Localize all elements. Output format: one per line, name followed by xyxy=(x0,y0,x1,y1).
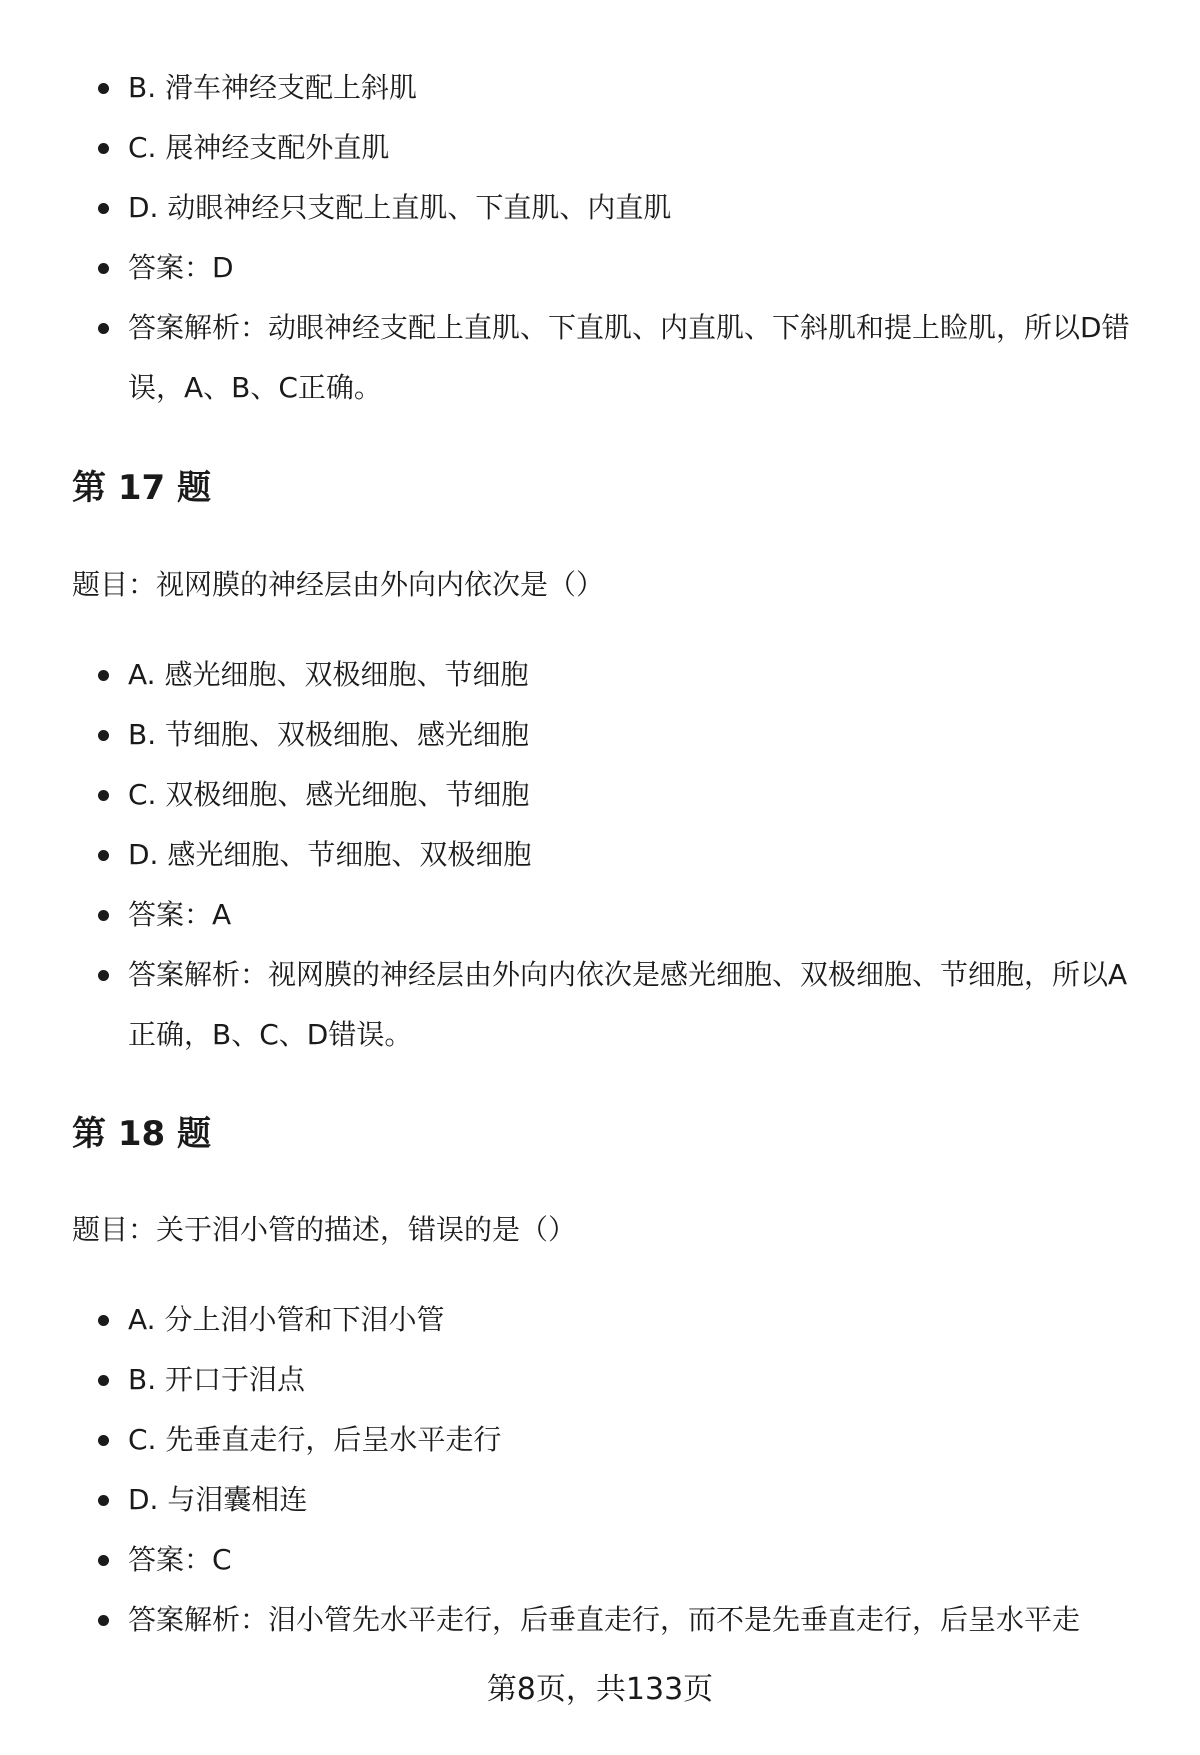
question-17-options xyxy=(0,645,1200,1065)
page-number: 第8页，共133页 xyxy=(486,1672,714,1707)
list-item: B. 滑车神经支配上斜肌 xyxy=(0,58,1200,118)
answer-item: 答案：D xyxy=(0,238,1200,298)
option-c: C. 先垂直走行，后呈水平走行 xyxy=(0,1410,1200,1470)
question-17-stem: 题目：视网膜的神经层由外向内依次是（） xyxy=(72,568,605,601)
list-item: D. 动眼神经只支配上直肌、下直肌、内直肌 xyxy=(0,178,1200,238)
option-c: C. 双极细胞、感光细胞、节细胞 xyxy=(0,765,1200,825)
question-18-options xyxy=(0,1290,1200,1650)
option-a: A. 分上泪小管和下泪小管 xyxy=(0,1290,1200,1350)
question-18-stem: 题目：关于泪小管的描述，错误的是（） xyxy=(72,1213,577,1246)
option-b: B. 开口于泪点 xyxy=(0,1350,1200,1410)
prev-question-list xyxy=(0,58,1200,418)
analysis-item: 答案解析：动眼神经支配上直肌、下直肌、内直肌、下斜肌和提上睑肌，所以D错误，A、B、C正确。 xyxy=(0,298,1200,418)
question-18-heading: 第 18 题 xyxy=(72,1114,211,1154)
list-item: C. 展神经支配外直肌 xyxy=(0,118,1200,178)
question-17-heading: 第 17 题 xyxy=(72,468,211,508)
analysis-item: 答案解析：视网膜的神经层由外向内依次是感光细胞、双极细胞、节细胞，所以A正确，B、C、D错误。 xyxy=(0,945,1200,1065)
answer-item: 答案：A xyxy=(0,885,1200,945)
option-b: B. 节细胞、双极细胞、感光细胞 xyxy=(0,705,1200,765)
option-d: D. 与泪囊相连 xyxy=(0,1470,1200,1530)
option-d: D. 感光细胞、节细胞、双极细胞 xyxy=(0,825,1200,885)
analysis-item: 答案解析：泪小管先水平走行，后垂直走行，而不是先垂直走行，后呈水平走 xyxy=(0,1590,1200,1650)
answer-item: 答案：C xyxy=(0,1530,1200,1590)
option-a: A. 感光细胞、双极细胞、节细胞 xyxy=(0,645,1200,705)
